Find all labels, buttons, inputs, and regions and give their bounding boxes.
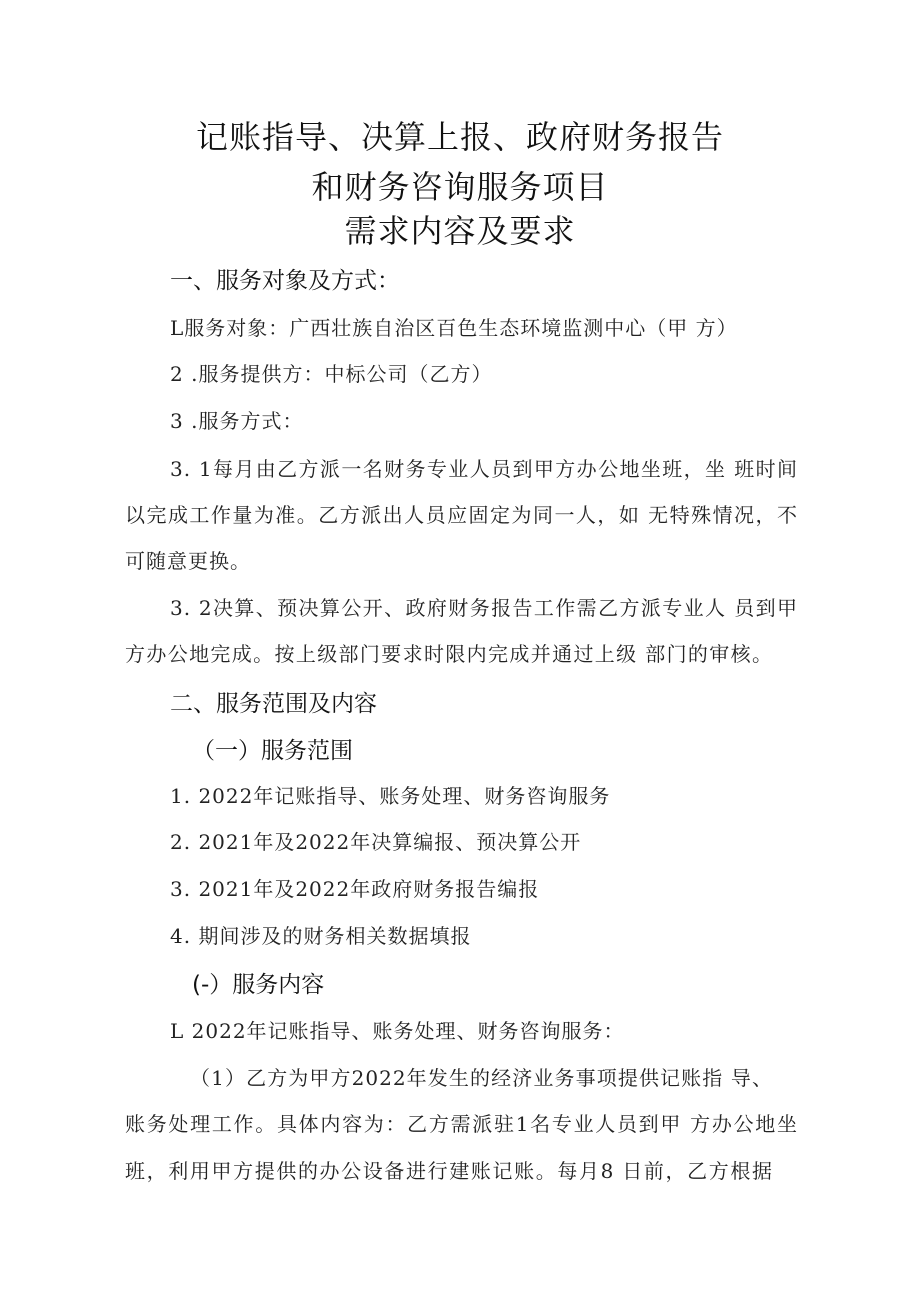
item-3-2-line-1: 3. 2决算、预决算公开、政府财务报告工作需乙方派专业人 员到甲: [170, 596, 798, 620]
item-3-1-line-2: 以完成工作量为准。乙方派出人员应固定为同一人，如 无特殊情况，不: [125, 503, 798, 527]
item-3-2-line-2: 方办公地完成。按上级部门要求时限内完成并通过上级 部门的审核。: [125, 642, 773, 666]
section-2-heading: 二、服务范围及内容: [170, 691, 377, 717]
item-3-1-line-3: 可随意更换。: [125, 549, 251, 573]
document-title-line-3: 需求内容及要求: [344, 212, 576, 250]
service-method-line: 3 .服务方式：: [170, 409, 304, 433]
scope-item-2: 2. 2021年及2022年决算编报、预决算公开: [170, 830, 582, 854]
document-title-line-1: 记账指导、决算上报、政府财务报告: [195, 118, 724, 156]
content-paragraph-line-3: 班，利用甲方提供的办公设备进行建账记账。每月8 日前，乙方根据: [125, 1159, 773, 1183]
service-content-heading: (-）服务内容: [192, 972, 325, 998]
content-paragraph-line-1: （1）乙方为甲方2022年发生的经济业务事项提供记账指 导、: [190, 1066, 773, 1090]
service-object-line: L服务对象：广西壮族自治区百色生态环境监测中心（甲 方）: [170, 316, 738, 340]
service-provider-line: 2 .服务提供方：中标公司（乙方）: [170, 362, 493, 386]
section-1-heading: 一、服务对象及方式：: [170, 268, 400, 294]
item-3-1-line-1: 3. 1每月由乙方派一名财务专业人员到甲方办公地坐班，坐 班时间: [170, 457, 798, 481]
content-paragraph-line-2: 账务处理工作。具体内容为：乙方需派驻1名专业人员到甲 方办公地坐: [125, 1112, 798, 1136]
scope-item-4: 4. 期间涉及的财务相关数据填报: [170, 924, 472, 948]
content-item-1: L 2022年记账指导、账务处理、财务咨询服务：: [170, 1019, 625, 1043]
document-title-line-2: 和财务咨询服务项目: [311, 168, 609, 206]
service-scope-heading: （一）服务范围: [192, 738, 353, 764]
scope-item-3: 3. 2021年及2022年政府财务报告编报: [170, 877, 540, 901]
scope-item-1: 1. 2022年记账指导、账务处理、财务咨询服务: [170, 784, 611, 808]
